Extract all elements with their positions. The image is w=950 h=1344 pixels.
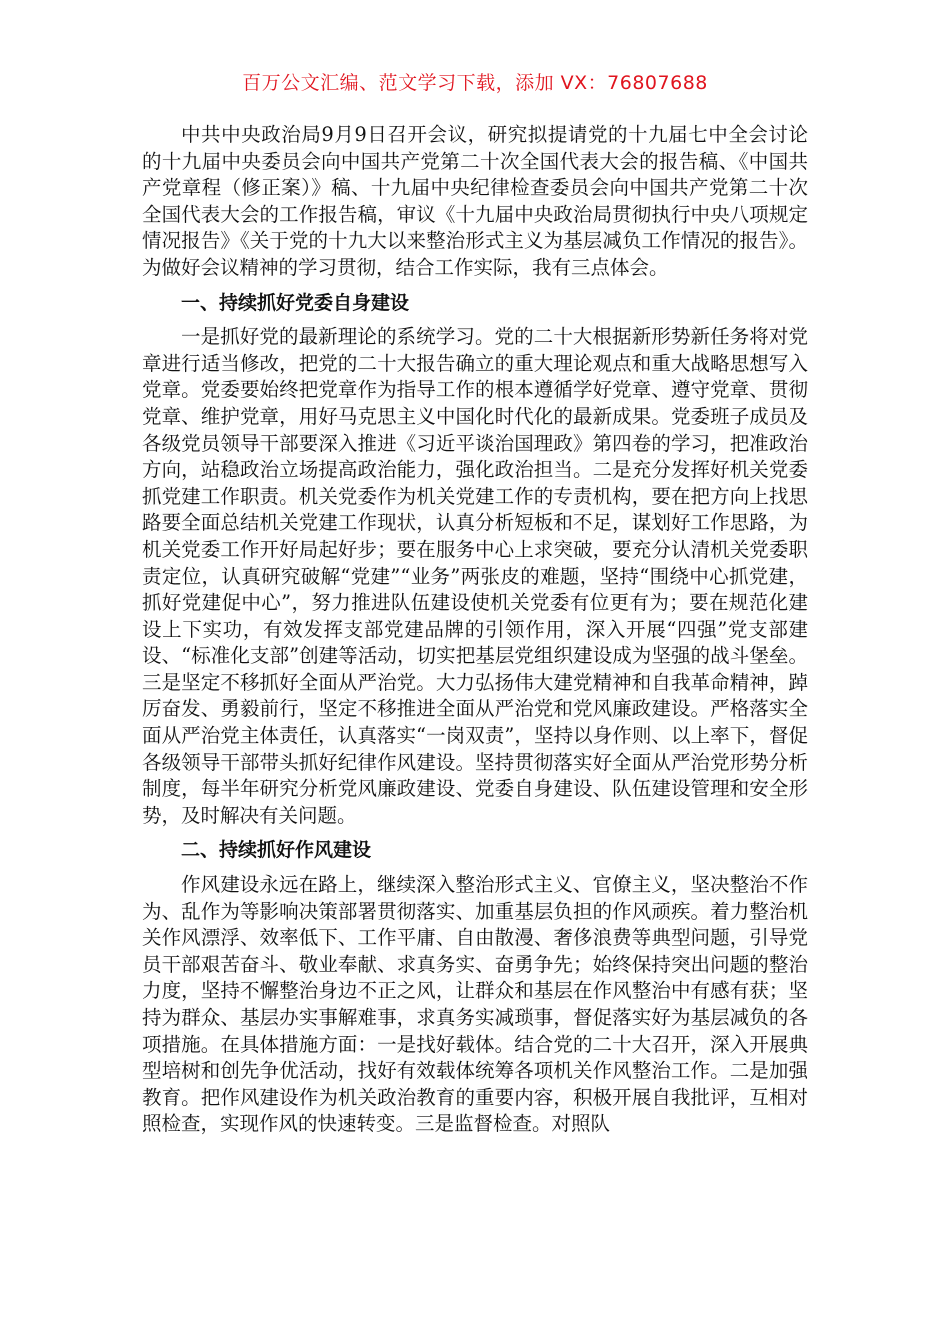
document-body	[142, 122, 808, 1138]
section-1-paragraph: 一是抓好党的最新理论的系统学习。党的二十大根据新形势新任务将对党章进行适当修改，把党的二十大报告确立的重大理论观点和重大战略思想写入党章。党委要始终把党章作为指导工作的根本遵循学好党章、遵守党章、贯彻党章、维护党章，用好马克思主义中国化时代化的最新成果。党委班子成员及各级党员领导干部要深入推进《习近平谈治国理政》第四卷的学习，把准政治方向，站稳政治立场提高政治能力，强化政治担当。二是充分发挥好机关党委抓党建工作职责。机关党委作为机关党建工作的专责机构，要在把方向上找思路要全面总结机关党建工作现状，认真分析短板和不足，谋划好工作思路，为机关党委工作开好局起好步；要在服务中心上求突破，要充分认清机关党委职责定位，认真研究破解“党建”“业务”两张皮的难题，坚持“围绕中心抓党建，抓好党建促中心”，努力推进队伍建设使机关党委有位更有为；要在规范化建设上下实功，有效发挥支部党建品牌的引领作用，深入开展“四强”党支部建设、“标准化支部”创建等活动，切实把基层党组织建设成为坚强的战斗堡垒。三是坚定不移抓好全面从严治党。大力弘扬伟大建党精神和自我革命精神，踔厉奋发、勇毅前行，坚定不移推进全面从严治党和党风廉政建设。严格落实全面从严治党主体责任，认真落实“一岗双责”，坚持以身作则、以上率下，督促各级领导干部带头抓好纪律作风建设。坚持贯彻落实好全面从严治党形势分析制度，每半年研究分析党风廉政建设、党委自身建设、队伍建设管理和安全形势，及时解决有关问题。	[142, 325, 808, 827]
section-heading-2: 二、持续抓好作风建设	[181, 839, 372, 862]
section-heading-1: 一、持续抓好党委自身建设	[181, 291, 410, 314]
watermark-banner: 百万公文汇编、范文学习下载，添加 VX：76807688	[242, 72, 708, 94]
section-2-paragraph: 作风建设永远在路上，继续深入整治形式主义、官僚主义，坚决整治不作为、乱作为等影响决策部署贯彻落实、加重基层负担的作风顽疾。着力整治机关作风漂浮、效率低下、工作平庸、自由散漫、奢侈浪费等典型问题，引导党员干部艰苦奋斗、敬业奉献、求真务实、奋勇争先；始终保持突出问题的整治力度，坚持不懈整治身边不正之风，让群众和基层在作风整治中有感有获；坚持为群众、基层办实事解难事，求真务实减琐事，督促落实好为基层减负的各项措施。在具体措施方面：一是找好载体。结合党的二十大召开，深入开展典型培树和创先争优活动，找好有效载体统筹各项机关作风整治工作。二是加强教育。把作风建设作为机关政治教育的重要内容，积极开展自我批评，互相对照检查，实现作风的快速转变。三是监督检查。对照队	[142, 873, 808, 1136]
intro-paragraph: 中共中央政治局9月9日召开会议，研究拟提请党的十九届七中全会讨论的十九届中央委员会向中国共产党第二十次全国代表大会的报告稿、《中国共产党章程（修正案）》稿、十九届中央纪律检查委员会向中国共产党第二十次全国代表大会的工作报告稿，审议《十九届中央政治局贯彻执行中央八项规定情况报告》《关于党的十九大以来整治形式主义为基层减负工作情况的报告》。为做好会议精神的学习贯彻，结合工作实际，我有三点体会。	[142, 123, 808, 279]
